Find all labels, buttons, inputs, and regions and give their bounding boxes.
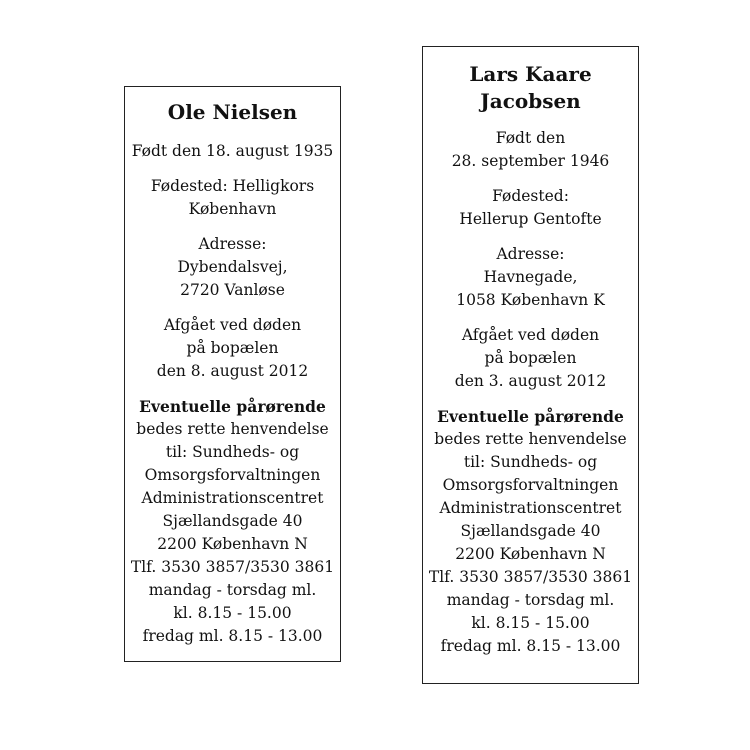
contact-line: Sjællandsgade 40 [460,522,601,540]
death-line: Afgået ved døden [163,316,302,334]
deceased-name [423,61,638,115]
contact-line: til: Sundheds- og [463,453,598,471]
contact-line: 2200 København N [157,535,308,553]
address-line: Adresse: [496,245,565,263]
address-line: Dybendalsvej, [177,258,288,276]
contact-line: mandag - torsdag ml. [446,591,615,609]
birth-date [423,127,638,173]
contact-line: fredag ml. 8.15 - 13.00 [142,627,323,645]
birthplace [125,175,340,221]
death-info [423,324,638,393]
name-line: Lars Kaare [469,62,592,86]
contact-line: bedes rette henvendelse [434,430,627,448]
contact-line: bedes rette henvendelse [136,420,329,438]
address-line: 2720 Vanløse [180,281,285,299]
birthplace-line: Fødested: [492,187,569,205]
address-line: Havnegade, [483,268,578,286]
birth-line: 28. september 1946 [451,152,610,170]
contact-line: Administrationscentret [439,499,622,517]
contact-line: til: Sundheds- og [165,443,300,461]
death-line: på bopælen [484,349,577,367]
birthplace [423,185,638,231]
contact-line: fredag ml. 8.15 - 13.00 [440,637,621,655]
death-notice-ole-nielsen [124,86,341,662]
death-line: på bopælen [186,339,279,357]
contact-line: kl. 8.15 - 15.00 [471,614,590,632]
death-line: Afgået ved døden [461,326,600,344]
contact-line: Omsorgsforvaltningen [144,466,321,484]
death-info [125,314,340,383]
contact-line: Tlf. 3530 3857/3530 3861 [130,558,335,576]
contact-info [423,405,638,658]
address [423,243,638,312]
name-line: Ole Nielsen [167,100,298,124]
death-line: den 8. august 2012 [156,362,309,380]
contact-line: Omsorgsforvaltningen [442,476,619,494]
contact-info [125,395,340,648]
contact-line: Administrationscentret [141,489,324,507]
birth-line: Født den [495,129,566,147]
contact-line: kl. 8.15 - 15.00 [173,604,292,622]
address [125,233,340,302]
deceased-name [125,99,340,126]
relatives-heading: Eventuelle pårørende [437,407,624,426]
contact-line: Sjællandsgade 40 [162,512,303,530]
relatives-heading: Eventuelle pårørende [139,397,326,416]
birth-date [125,140,340,163]
birthplace-line: Fødested: Helligkors [150,177,315,195]
death-notice-lars-kaare-jacobsen [422,46,639,684]
address-line: 1058 København K [456,291,605,309]
contact-line: mandag - torsdag ml. [148,581,317,599]
contact-line: Tlf. 3530 3857/3530 3861 [428,568,633,586]
birthplace-line: Hellerup Gentofte [459,210,602,228]
birth-line: Født den 18. august 1935 [131,142,334,160]
contact-line: 2200 København N [455,545,606,563]
death-line: den 3. august 2012 [454,372,607,390]
name-line: Jacobsen [480,89,581,113]
birthplace-line: København [188,200,277,218]
address-line: Adresse: [198,235,267,253]
